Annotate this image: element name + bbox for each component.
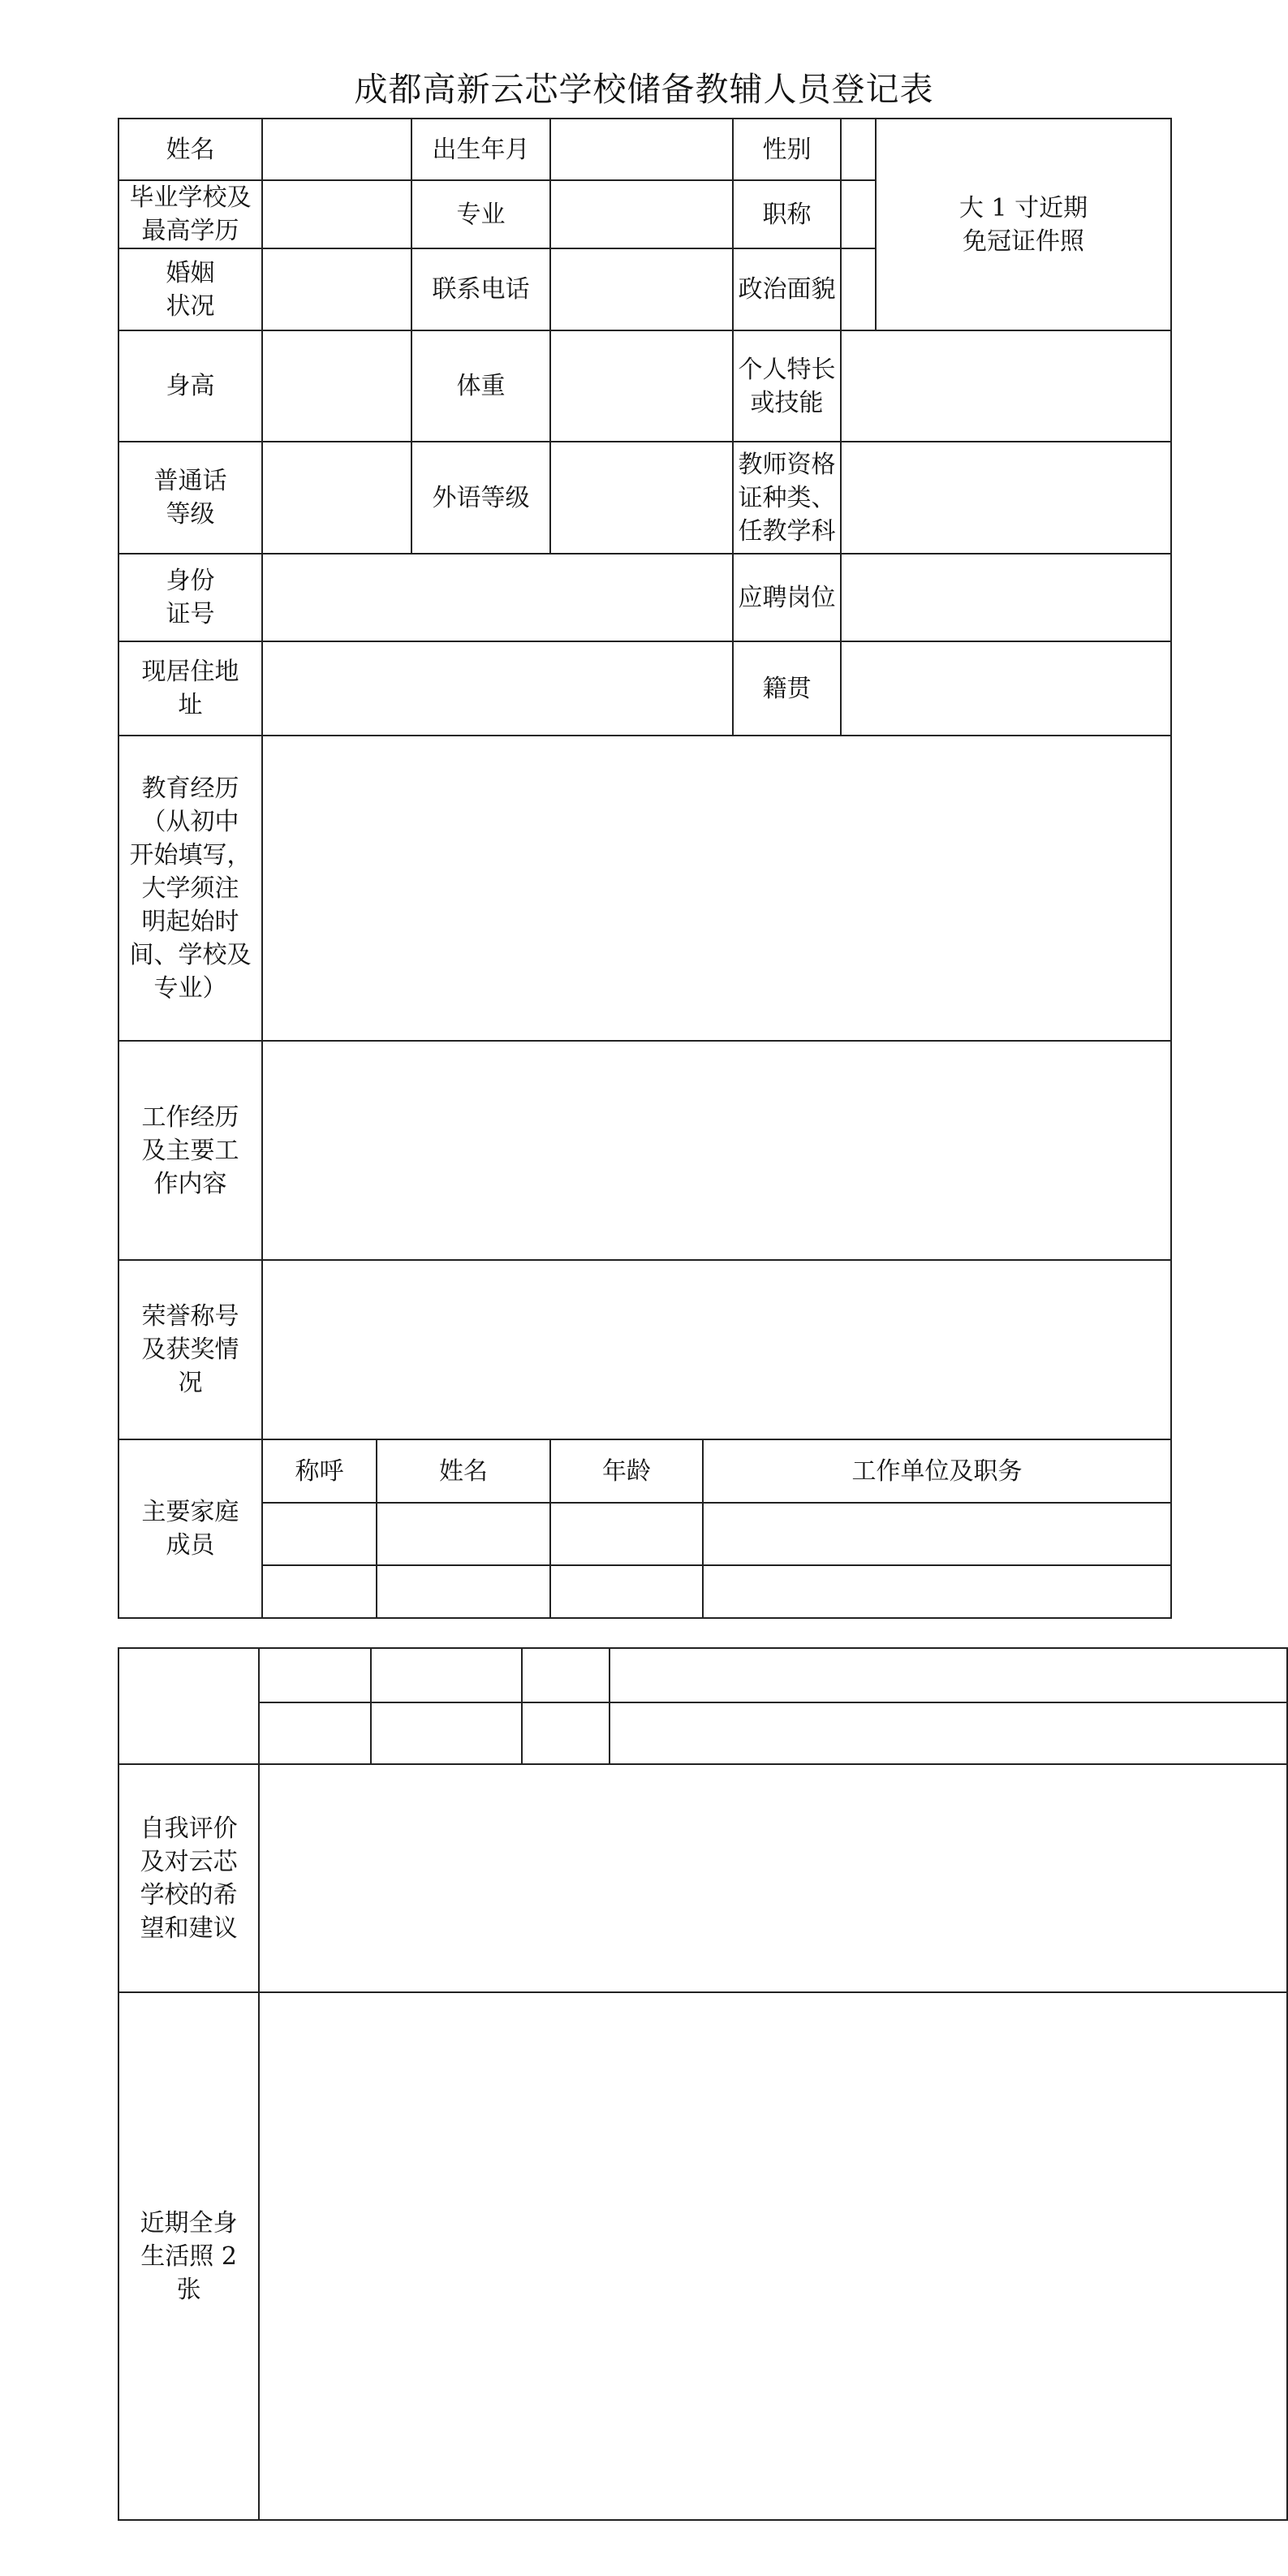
weight-label: 体重: [411, 330, 550, 442]
phone-field[interactable]: [550, 248, 733, 330]
family-cell[interactable]: [377, 1503, 550, 1565]
photo-text-2: 免冠证件照: [963, 227, 1084, 256]
photo-text-1: 大 1 寸近期: [958, 193, 1088, 222]
family-cell[interactable]: [262, 1503, 377, 1565]
foreign-label: 外语等级: [411, 442, 550, 554]
honor-field[interactable]: [262, 1260, 1171, 1439]
family-cell[interactable]: [550, 1565, 703, 1618]
family-cell[interactable]: [522, 1648, 610, 1702]
family-cell[interactable]: [377, 1565, 550, 1618]
family-cell[interactable]: [522, 1702, 610, 1764]
title-rank-label: 职称: [733, 180, 841, 248]
family-label: 主要家庭 成员: [118, 1439, 262, 1618]
major-field[interactable]: [550, 180, 733, 248]
family-header-name: 姓名: [377, 1439, 550, 1503]
address-label: 现居住地 址: [118, 641, 262, 736]
work-field[interactable]: [262, 1041, 1171, 1260]
family-cell[interactable]: [371, 1648, 522, 1702]
position-label: 应聘岗位: [733, 554, 841, 641]
native-field[interactable]: [841, 641, 1171, 736]
gender-field[interactable]: [841, 119, 876, 180]
family-cell[interactable]: [610, 1702, 1287, 1764]
family-cell[interactable]: [610, 1648, 1287, 1702]
weight-field[interactable]: [550, 330, 733, 442]
political-field[interactable]: [841, 248, 876, 330]
title-rank-field[interactable]: [841, 180, 876, 248]
family-cell[interactable]: [550, 1503, 703, 1565]
form-title: 成都高新云芯学校储备教辅人员登记表: [354, 70, 934, 109]
foreign-field[interactable]: [550, 442, 733, 554]
family-cell[interactable]: [371, 1702, 522, 1764]
birth-label: 出生年月: [411, 119, 550, 180]
life-photo-field[interactable]: [259, 1992, 1287, 2520]
family-cell[interactable]: [262, 1565, 377, 1618]
native-label: 籍贯: [733, 641, 841, 736]
family-cell[interactable]: [259, 1702, 370, 1764]
height-field[interactable]: [262, 330, 411, 442]
id-label: 身份 证号: [118, 554, 262, 641]
family-cell[interactable]: [259, 1648, 370, 1702]
political-label: 政治面貌: [733, 248, 841, 330]
address-field[interactable]: [262, 641, 733, 736]
honor-label: 荣誉称号 及获奖情 况: [118, 1260, 262, 1439]
self-eval-label: 自我评价 及对云芯 学校的希 望和建议: [118, 1764, 259, 1992]
school-field[interactable]: [262, 180, 411, 248]
registration-table-page2: [118, 1647, 1288, 2521]
mandarin-label: 普通话 等级: [118, 442, 262, 554]
marital-label: 婚姻 状况: [118, 248, 262, 330]
life-photo-label: 近期全身 生活照 2 张: [118, 1992, 259, 2520]
cert-label: 教师资格 证种类、 任教学科: [733, 442, 841, 554]
skills-field[interactable]: [841, 330, 1171, 442]
major-label: 专业: [411, 180, 550, 248]
cert-field[interactable]: [841, 442, 1171, 554]
family-label-continued: [118, 1648, 259, 1764]
position-field[interactable]: [841, 554, 1171, 641]
mandarin-field[interactable]: [262, 442, 411, 554]
name-label: 姓名: [118, 119, 262, 180]
education-field[interactable]: [262, 736, 1171, 1041]
name-field[interactable]: [262, 119, 411, 180]
skills-label: 个人特长 或技能: [733, 330, 841, 442]
birth-field[interactable]: [550, 119, 733, 180]
gender-label: 性别: [733, 119, 841, 180]
photo-placeholder[interactable]: [876, 119, 1171, 330]
family-header-age: 年龄: [550, 1439, 703, 1503]
education-label: 教育经历 （从初中 开始填写， 大学须注 明起始时 间、学校及 专业）: [118, 736, 262, 1041]
marital-field[interactable]: [262, 248, 411, 330]
id-field[interactable]: [262, 554, 733, 641]
family-cell[interactable]: [703, 1565, 1171, 1618]
family-cell[interactable]: [703, 1503, 1171, 1565]
family-header-relation: 称呼: [262, 1439, 377, 1503]
work-label: 工作经历 及主要工 作内容: [118, 1041, 262, 1260]
self-eval-field[interactable]: [259, 1764, 1287, 1992]
height-label: 身高: [118, 330, 262, 442]
family-header-work: 工作单位及职务: [703, 1439, 1171, 1503]
registration-table-page1: [118, 118, 1172, 1619]
school-label: 毕业学校及 最高学历: [118, 180, 262, 248]
phone-label: 联系电话: [411, 248, 550, 330]
